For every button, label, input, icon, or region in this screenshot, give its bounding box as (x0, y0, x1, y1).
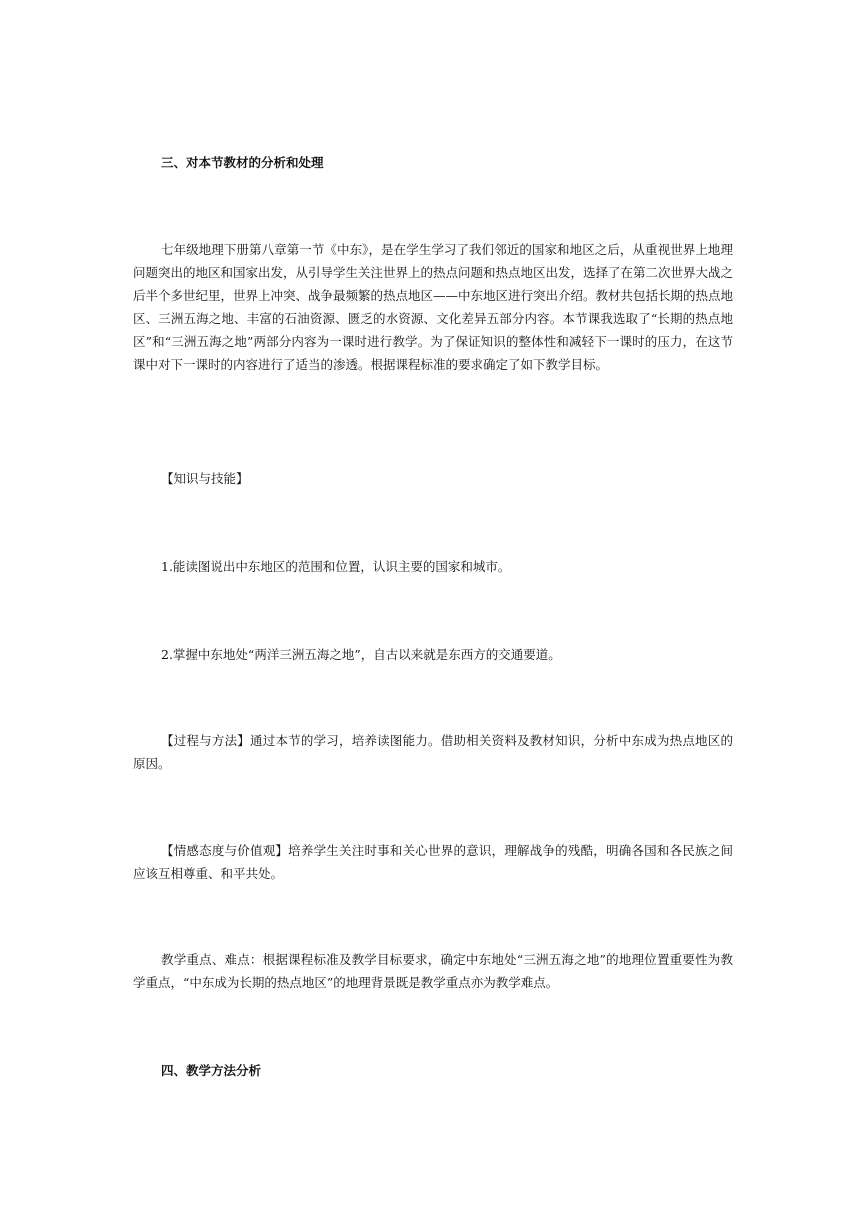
emotion-values-text: 培养学生关注时事和关心世界的意识，理解战争的残酷，明确各国和各民族之间应该互相尊重、和平共处。 (133, 843, 733, 881)
goal-item-2: 2.掌握中东地处“两洋三洲五海之地”，自古以来就是东西方的交通要道。 (161, 647, 561, 662)
emotion-values-label: 【情感态度与价值观】 (161, 843, 289, 858)
section-3-title: 三、对本节教材的分析和处理 (161, 155, 324, 170)
process-method-text: 通过本节的学习，培养读图能力。借助相关资料及教材知识，分析中东成为热点地区的原因。 (133, 733, 733, 771)
knowledge-skills-heading: 【知识与技能】 (161, 471, 249, 486)
key-points-paragraph: 教学重点、难点：根据课程标准及教学目标要求，确定中东地处“三洲五海之地”的地理位置重要性为教学重点，“中东成为长期的热点地区”的地理背景既是教学重点亦为教学难点。 (133, 952, 733, 990)
process-method-label: 【过程与方法】 (161, 733, 251, 748)
goal-item-1: 1.能读图说出中东地区的范围和位置，认识主要的国家和城市。 (161, 559, 511, 574)
process-method-paragraph (133, 729, 733, 775)
section-4-title: 四、教学方法分析 (161, 1063, 262, 1078)
emotion-values-paragraph (133, 839, 733, 885)
intro-paragraph: 七年级地理下册第八章第一节《中东》，是在学生学习了我们邻近的国家和地区之后，从重视世界上地理问题突出的地区和国家出发，从引导学生关注世界上的热点问题和热点地区出发，选择了在第二次世界大战之后半个多世纪里，世界上冲突、战争最频繁的热点地区——中东地区进行突出介绍。教材共包括长期的热点地区、三洲五海之地、丰富的石油资源、匮乏的水资源、文化差异五部分内容。本节课我选取了“长期的热点地区”和“三洲五海之地”两部分内容为一课时进行教学。为了保证知识的整体性和减轻下一课时的压力，在这节课中对下一课时的内容进行了适当的渗透。根据课程标准的要求确定了如下教学目标。 (133, 242, 734, 372)
